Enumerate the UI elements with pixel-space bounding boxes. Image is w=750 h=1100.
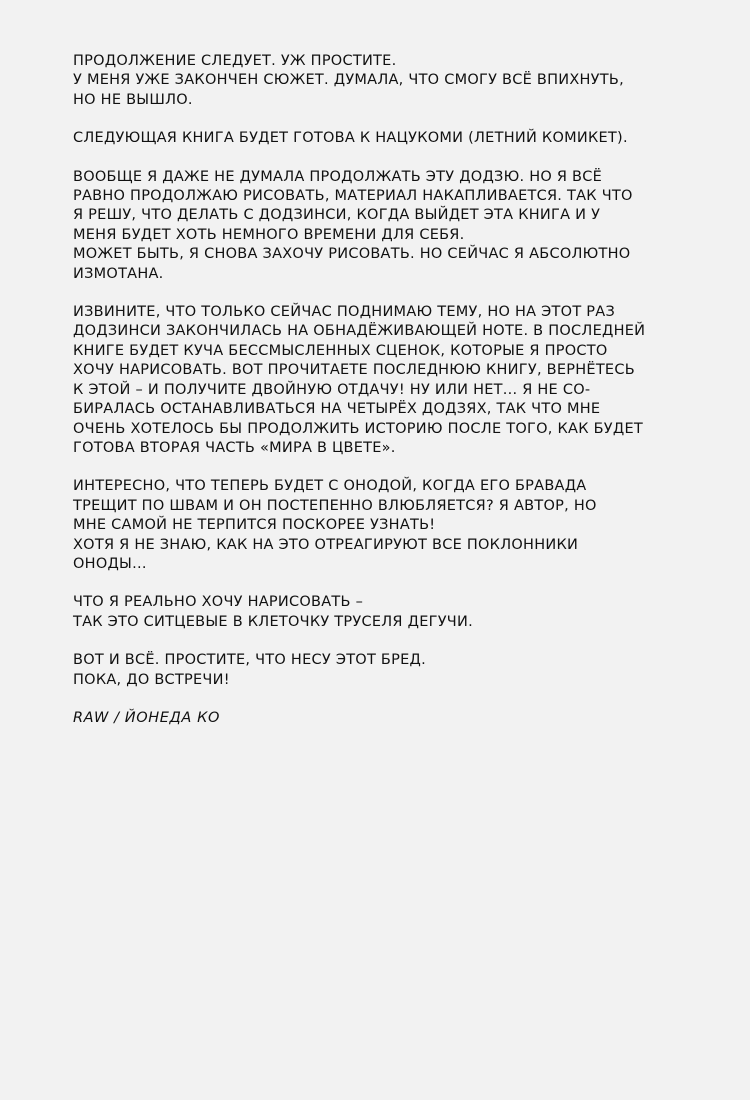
text-line: ПОКА, ДО ВСТРЕЧИ! [73,671,230,688]
text-line: ХОЧУ НАРИСОВАТЬ. ВОТ ПРОЧИТАЕТЕ ПОСЛЕДНЮЮ КНИГУ, ВЕРНЁТЕСЬ [73,362,635,379]
text-line: ИНТЕРЕСНО, ЧТО ТЕПЕРЬ БУДЕТ С ОНОДОЙ, КОГДА ЕГО БРАВАДА [73,478,587,495]
text-line: МНЕ САМОЙ НЕ ТЕРПИТСЯ ПОСКОРЕЕ УЗНАТЬ! [73,517,436,534]
text-line: КНИГЕ БУДЕТ КУЧА БЕССМЫСЛЕННЫХ СЦЕНОК, КОТОРЫЕ Я ПРОСТО [73,342,608,359]
signature [73,709,690,728]
text-line: МОЖЕТ БЫТЬ, Я СНОВА ЗАХОЧУ РИСОВАТЬ. НО СЕЙЧАС Я АБСОЛЮТНО [73,246,631,263]
text-line: РАВНО ПРОДОЛЖАЮ РИСОВАТЬ, МАТЕРИАЛ НАКАПЛИВАЕТСЯ. ТАК ЧТО [73,188,633,205]
text-line: ВОТ И ВСЁ. ПРОСТИТЕ, ЧТО НЕСУ ЭТОТ БРЕД. [73,652,426,669]
text-line: МЕНЯ БУДЕТ ХОТЬ НЕМНОГО ВРЕМЕНИ ДЛЯ СЕБЯ. [73,226,465,243]
signature-text: RAW / ЙОНЕДА КО [73,709,221,726]
text-line: ОНОДЫ... [73,555,147,572]
text-line: ТРЕЩИТ ПО ШВАМ И ОН ПОСТЕПЕННО ВЛЮБЛЯЕТСЯ? Я АВТОР, НО [73,497,597,514]
text-line: НО НЕ ВЫШЛО. [73,91,193,108]
text-line: СЛЕДУЮЩАЯ КНИГА БУДЕТ ГОТОВА К НАЦУКОМИ (ЛЕТНИЙ КОМИКЕТ). [73,130,628,147]
text-line: ГОТОВА ВТОРАЯ ЧАСТЬ «МИРА В ЦВЕТЕ». [73,439,396,456]
text-line: ИЗМОТАНА. [73,265,164,282]
paragraph-2 [73,129,690,148]
paragraph-3 [73,168,690,284]
text-line: Я РЕШУ, ЧТО ДЕЛАТЬ С ДОДЗИНСИ, КОГДА ВЫЙДЕТ ЭТА КНИГА И У [73,207,601,224]
paragraph-1 [73,52,690,110]
text-line: ВООБЩЕ Я ДАЖЕ НЕ ДУМАЛА ПРОДОЛЖАТЬ ЭТУ ДОДЗЮ. НО Я ВСЁ [73,168,603,185]
text-line: ОЧЕНЬ ХОТЕЛОСЬ БЫ ПРОДОЛЖИТЬ ИСТОРИЮ ПОСЛЕ ТОГО, КАК БУДЕТ [73,420,643,437]
paragraph-4 [73,303,690,458]
text-line: ЧТО Я РЕАЛЬНО ХОЧУ НАРИСОВАТЬ – [73,594,364,611]
text-line: ХОТЯ Я НЕ ЗНАЮ, КАК НА ЭТО ОТРЕАГИРУЮТ ВСЕ ПОКЛОННИКИ [73,536,579,553]
text-line: ИЗВИНИТЕ, ЧТО ТОЛЬКО СЕЙЧАС ПОДНИМАЮ ТЕМУ, НО НА ЭТОТ РАЗ [73,304,616,321]
text-line: ПРОДОЛЖЕНИЕ СЛЕДУЕТ. УЖ ПРОСТИТЕ. [73,53,397,69]
text-line: К ЭТОЙ – И ПОЛУЧИТЕ ДВОЙНУЮ ОТДАЧУ! НУ ИЛИ НЕТ... Я НЕ СО- [73,381,591,398]
paragraph-6 [73,593,690,632]
text-line: БИРАЛАСЬ ОСТАНАВЛИВАТЬСЯ НА ЧЕТЫРЁХ ДОДЗЯХ, ТАК ЧТО МНЕ [73,401,601,418]
text-line: У МЕНЯ УЖЕ ЗАКОНЧЕН СЮЖЕТ. ДУМАЛА, ЧТО СМОГУ ВСЁ ВПИХНУТЬ, [73,72,624,89]
text-line: ДОДЗИНСИ ЗАКОНЧИЛАСЬ НА ОБНАДЁЖИВАЮЩЕЙ НОТЕ. В ПОСЛЕДНЕЙ [73,323,646,340]
paragraph-7 [73,651,690,690]
text-line: ТАК ЭТО СИТЦЕВЫЕ В КЛЕТОЧКУ ТРУСЕЛЯ ДЕГУЧИ. [73,613,473,630]
paragraph-5 [73,477,690,574]
